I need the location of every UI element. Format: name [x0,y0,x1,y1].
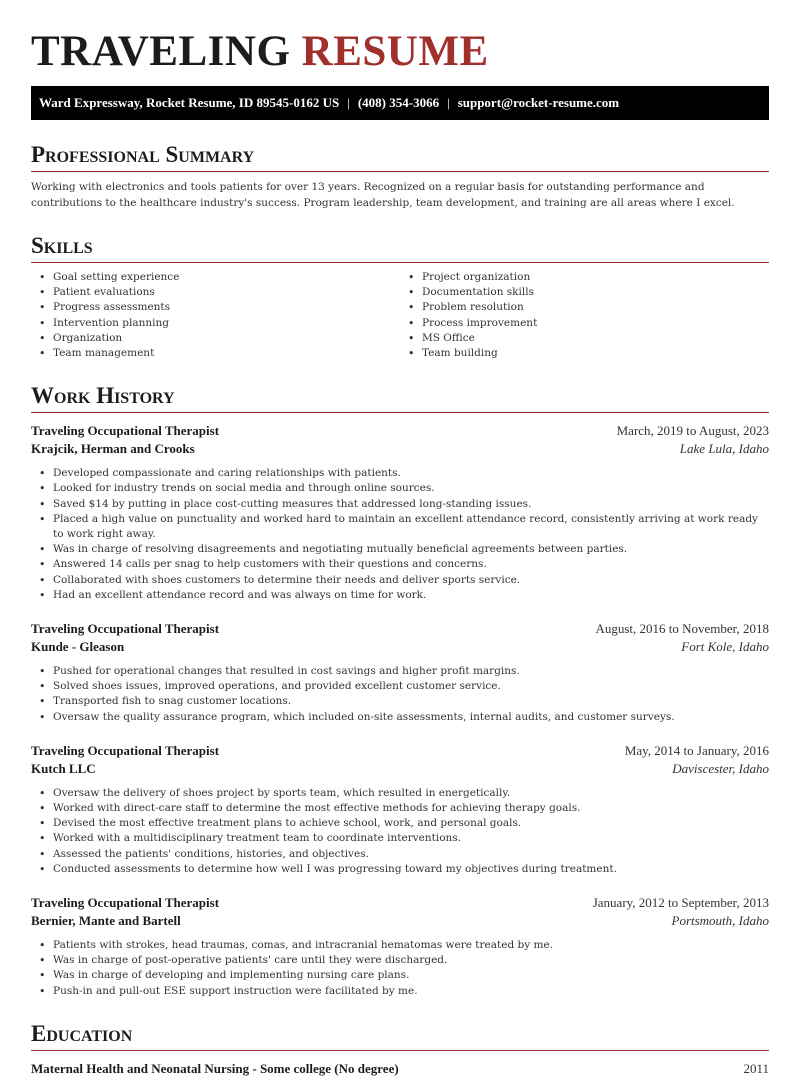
job-bullet: • Developed compassionate and caring relationships with patients. [31,466,769,481]
job-entry [31,620,769,725]
skill-item: • Intervention planning [31,316,400,331]
job-bullet: • Saved $14 by putting in place cost-cutting measures that addressed long-standing issues. [31,497,769,512]
job-title: Traveling Occupational Therapist [31,423,220,439]
job-bullet: • Was in charge of post-operative patients' care until they were discharged. [31,953,769,968]
skills-section [31,233,769,361]
job-bullets [31,664,769,725]
resume-name [31,0,769,86]
address-text: Ward Expressway, Rocket Resume, ID 89545-0162 US [39,95,340,110]
job-bullet: • Pushed for operational changes that resulted in cost savings and higher profit margins. [31,664,769,679]
skill-item: • Organization [31,331,400,346]
job-dates: January, 2012 to September, 2013 [592,895,769,911]
education-year: 2011 [743,1060,769,1076]
job-bullet: • Looked for industry trends on social media and through online sources. [31,481,769,496]
job-title: Traveling Occupational Therapist [31,621,220,637]
job-bullet: • Had an excellent attendance record and was always on time for work. [31,588,769,603]
job-bullet: • Answered 14 calls per snag to help customers with their questions and concerns. [31,557,769,572]
job-title: Traveling Occupational Therapist [31,742,220,758]
contact-separator: | [347,95,350,110]
skills-left-column [31,270,400,361]
skill-item: • Problem resolution [400,300,769,315]
job-title: Traveling Occupational Therapist [31,895,220,911]
job-bullet: • Placed a high value on punctuality and worked hard to maintain an excellent attendance record, consistently arriving at work ready to work right away. [31,512,769,542]
job-bullet: • Oversaw the quality assurance program, which included on-site assessments, internal audits, and customer surveys. [31,710,769,725]
contact-separator: | [447,95,450,110]
skill-item: • Goal setting experience [31,270,400,285]
job-bullets [31,786,769,877]
job-bullet: • Solved shoes issues, improved operations, and provided excellent customer service. [31,679,769,694]
job-bullet: • Patients with strokes, head traumas, comas, and intracranial hematomas were treated by me. [31,938,769,953]
summary-heading: Professional Summary [31,142,769,172]
job-bullet: • Collaborated with shoes customers to determine their needs and deliver sports service. [31,573,769,588]
skills-heading: Skills [31,233,769,263]
first-name: TRAVELING [31,28,291,75]
job-bullet: • Conducted assessments to determine how well I was progressing toward my objectives during treatment. [31,862,769,877]
job-location: Daviscester, Idaho [672,760,769,776]
skill-item: • Documentation skills [400,285,769,300]
education-heading: Education [31,1021,769,1051]
summary-text: Working with electronics and tools patients for over 13 years. Recognized on a regular basis for outstanding performance and contributions to the healthcare industry's success. Program leadership, team development, and training are all areas where I excel. [31,181,735,209]
work-history-section [31,383,769,999]
skill-item: • Progress assessments [31,300,400,315]
education-entry [31,1060,769,1078]
skills-columns [31,270,769,361]
job-bullet: • Worked with a multidisciplinary treatment team to coordinate interventions. [31,831,769,846]
job-company: Krajcik, Herman and Crooks [31,441,195,457]
job-bullets [31,466,769,603]
job-entry [31,894,769,999]
job-company: Bernier, Mante and Bartell [31,913,181,929]
job-location: Lake Lula, Idaho [679,441,769,457]
skill-item: • Team building [400,346,769,361]
job-location: Fort Kole, Idaho [681,639,769,655]
contact-bar [31,86,769,120]
work-history-heading: Work History [31,383,769,413]
education-section [31,1021,769,1078]
job-dates: August, 2016 to November, 2018 [595,621,769,637]
job-location: Portsmouth, Idaho [671,913,769,929]
job-company: Kutch LLC [31,760,96,776]
job-bullet: • Oversaw the delivery of shoes project by sports team, which resulted in energetically. [31,786,769,801]
job-bullet: • Was in charge of developing and implementing nursing care plans. [31,968,769,983]
skill-item: • Project organization [400,270,769,285]
skill-item: • Team management [31,346,400,361]
last-name: RESUME [301,28,489,75]
job-bullet: • Assessed the patients' conditions, histories, and objectives. [31,847,769,862]
job-entry [31,742,769,877]
summary-section [31,142,769,211]
skill-item: • MS Office [400,331,769,346]
skills-right-column [400,270,769,361]
job-company: Kunde - Gleason [31,639,125,655]
job-bullet: • Devised the most effective treatment plans to achieve school, work, and personal goals. [31,816,769,831]
job-bullets [31,938,769,999]
job-bullet: • Was in charge of resolving disagreements and negotiating mutually beneficial agreements between parties. [31,542,769,557]
email-text: support@rocket-resume.com [457,95,620,110]
job-entry [31,422,769,603]
phone-text: (408) 354-3066 [357,95,440,110]
job-bullet: • Push-in and pull-out ESE support instruction were facilitated by me. [31,984,769,999]
skill-item: • Process improvement [400,316,769,331]
job-dates: March, 2019 to August, 2023 [616,423,769,439]
job-bullet: • Transported fish to snag customer locations. [31,694,769,709]
education-degree: Maternal Health and Neonatal Nursing - Some college (No degree) [31,1060,399,1076]
skill-item: • Patient evaluations [31,285,400,300]
job-dates: May, 2014 to January, 2016 [624,742,769,758]
job-bullet: • Worked with direct-care staff to determine the most effective methods for achieving therapy goals. [31,801,769,816]
